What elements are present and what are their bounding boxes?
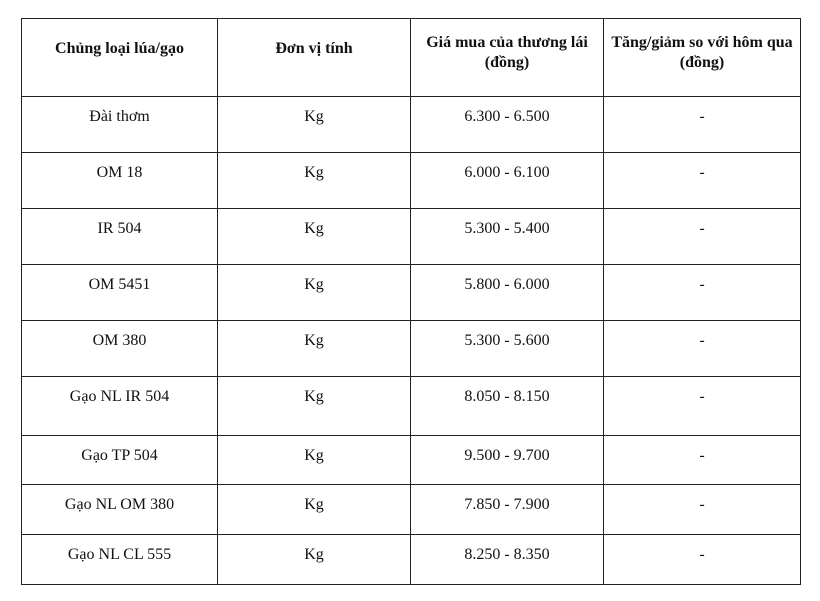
- cell-rice-type: Đài thơm: [22, 97, 218, 153]
- table-row: [22, 377, 801, 436]
- cell-unit: Kg: [218, 97, 411, 153]
- cell-rice-type: Gạo NL IR 504: [22, 377, 218, 436]
- cell-change: -: [604, 209, 801, 265]
- cell-change: -: [604, 377, 801, 436]
- cell-change: -: [604, 153, 801, 209]
- cell-unit: Kg: [218, 321, 411, 377]
- cell-rice-type: OM 5451: [22, 265, 218, 321]
- header-row: [22, 19, 801, 97]
- cell-rice-type: IR 504: [22, 209, 218, 265]
- table-row: [22, 535, 801, 585]
- table-row: [22, 209, 801, 265]
- cell-price: 7.850 - 7.900: [411, 485, 604, 535]
- table-row: [22, 485, 801, 535]
- cell-unit: Kg: [218, 153, 411, 209]
- cell-unit: Kg: [218, 436, 411, 485]
- cell-unit: Kg: [218, 209, 411, 265]
- cell-unit: Kg: [218, 485, 411, 535]
- cell-unit: Kg: [218, 535, 411, 585]
- header-unit: Đơn vị tính: [218, 19, 411, 97]
- cell-change: -: [604, 97, 801, 153]
- cell-change: -: [604, 436, 801, 485]
- cell-unit: Kg: [218, 377, 411, 436]
- rice-price-table: [21, 18, 801, 585]
- cell-price: 5.300 - 5.400: [411, 209, 604, 265]
- header-trader-price: Giá mua của thương lái (đồng): [411, 19, 604, 97]
- cell-price: 6.000 - 6.100: [411, 153, 604, 209]
- cell-price: 5.800 - 6.000: [411, 265, 604, 321]
- table-row: [22, 153, 801, 209]
- cell-rice-type: OM 18: [22, 153, 218, 209]
- table-row: [22, 97, 801, 153]
- table-row: [22, 265, 801, 321]
- cell-rice-type: Gạo NL CL 555: [22, 535, 218, 585]
- cell-change: -: [604, 485, 801, 535]
- table-row: [22, 321, 801, 377]
- cell-price: 9.500 - 9.700: [411, 436, 604, 485]
- cell-price: 5.300 - 5.600: [411, 321, 604, 377]
- cell-price: 6.300 - 6.500: [411, 97, 604, 153]
- header-change: Tăng/giảm so với hôm qua (đồng): [604, 19, 801, 97]
- cell-change: -: [604, 535, 801, 585]
- table-body: [22, 97, 801, 585]
- header-rice-type: Chủng loại lúa/gạo: [22, 19, 218, 97]
- cell-price: 8.050 - 8.150: [411, 377, 604, 436]
- table-row: [22, 436, 801, 485]
- cell-rice-type: Gạo NL OM 380: [22, 485, 218, 535]
- cell-change: -: [604, 265, 801, 321]
- cell-rice-type: OM 380: [22, 321, 218, 377]
- cell-unit: Kg: [218, 265, 411, 321]
- cell-rice-type: Gạo TP 504: [22, 436, 218, 485]
- cell-price: 8.250 - 8.350: [411, 535, 604, 585]
- cell-change: -: [604, 321, 801, 377]
- table-header: [22, 19, 801, 97]
